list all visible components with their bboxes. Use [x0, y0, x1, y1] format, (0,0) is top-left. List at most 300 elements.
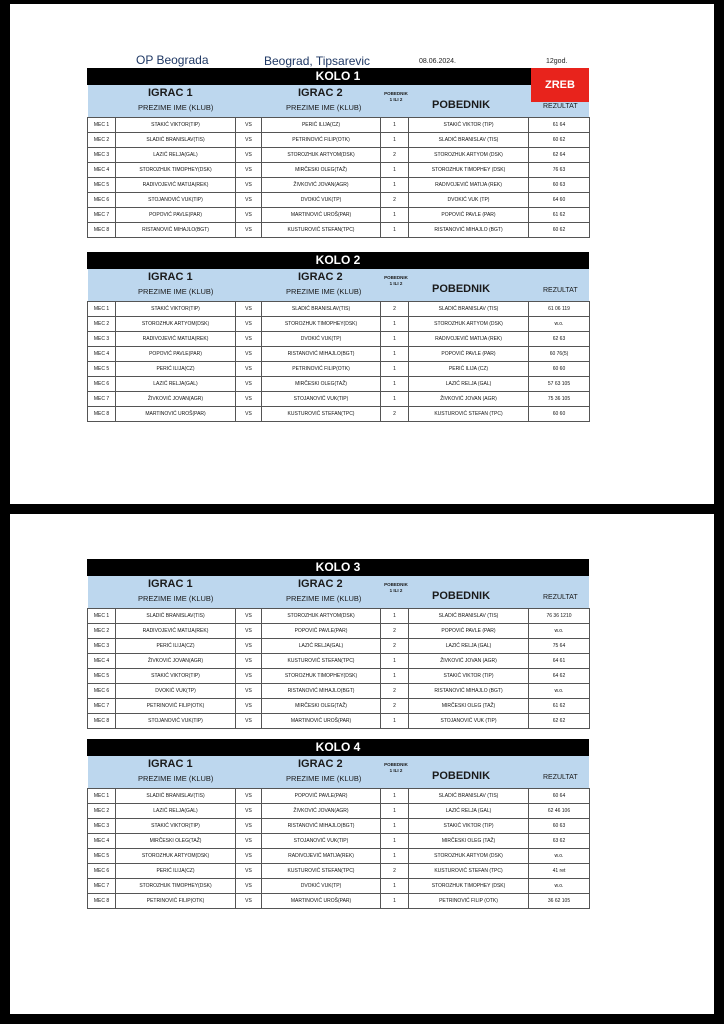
- age-category: 12god.: [546, 58, 568, 65]
- table-header: [87, 85, 589, 117]
- player-1: RISTANOVIĆ MIHAJLO(BGT): [116, 223, 236, 238]
- match-number: MEC 6: [88, 864, 116, 879]
- match-number: MEC 2: [88, 804, 116, 819]
- winner-name: STOROZHUK TIMOPHEY (DSK): [409, 163, 529, 178]
- winner-name: PETRINOVIĆ FILIP (OTK): [409, 894, 529, 909]
- round-3-block: [87, 559, 589, 729]
- sheet-page-1: [10, 4, 714, 504]
- player-2: POPOVIĆ PAVLE(PAR): [262, 789, 381, 804]
- header-prezime-1: PREZIME IME (KLUB): [138, 594, 214, 603]
- match-number: MEC 4: [88, 654, 116, 669]
- player-2: MARTINOVIĆ UROŠ(PAR): [262, 894, 381, 909]
- winner-index: 1: [381, 317, 409, 332]
- header-igrac-1: IGRAC 1: [148, 758, 193, 770]
- match-number: MEC 3: [88, 639, 116, 654]
- vs-label: VS: [236, 849, 262, 864]
- winner-index: 1: [381, 669, 409, 684]
- match-number: MEC 1: [88, 302, 116, 317]
- vs-label: VS: [236, 118, 262, 133]
- winner-index: 1: [381, 789, 409, 804]
- match-score: 41 ret: [529, 864, 590, 879]
- header-pobednik: POBEDNIK: [432, 283, 491, 295]
- round-title: KOLO 1: [315, 69, 361, 83]
- winner-name: STAKIĆ VIKTOR (TIP): [409, 819, 529, 834]
- winner-index: 2: [381, 639, 409, 654]
- player-1: STAKIĆ VIKTOR(TIP): [116, 302, 236, 317]
- player-1: ŽIVKOVIĆ JOVAN(AGR): [116, 654, 236, 669]
- header-prezime-2: PREZIME IME (KLUB): [286, 774, 362, 783]
- match-score: 36 62 105: [529, 894, 590, 909]
- vs-label: VS: [236, 789, 262, 804]
- match-score: 75 64: [529, 639, 590, 654]
- player-2: RISTANOVIĆ MIHAJLO(BGT): [262, 347, 381, 362]
- header-igrac-2: IGRAC 2: [298, 87, 343, 99]
- winner-index: 2: [381, 684, 409, 699]
- tournament-date: 08.06.2024.: [419, 58, 456, 65]
- vs-label: VS: [236, 804, 262, 819]
- match-row: [88, 609, 590, 624]
- match-score: 60 60: [529, 407, 590, 422]
- player-2: KUSTUROVIĆ STEFAN(TPC): [262, 407, 381, 422]
- player-1: POPOVIĆ PAVLE(PAR): [116, 208, 236, 223]
- player-2: STOROZHUK TIMOPHEY(DSK): [262, 317, 381, 332]
- winner-index: 2: [381, 699, 409, 714]
- winner-name: KUSTUROVIĆ STEFAN (TPC): [409, 407, 529, 422]
- player-1: LAZIĆ RELJA(GAL): [116, 148, 236, 163]
- match-number: MEC 3: [88, 819, 116, 834]
- match-row: [88, 133, 590, 148]
- winner-name: MIRČESKI OLEG (TAŽ): [409, 699, 529, 714]
- player-1: LAZIĆ RELJA(GAL): [116, 804, 236, 819]
- match-number: MEC 7: [88, 208, 116, 223]
- header-igrac-1: IGRAC 1: [148, 578, 193, 590]
- round-title-bar: [87, 739, 589, 756]
- match-number: MEC 6: [88, 684, 116, 699]
- winner-index: 1: [381, 804, 409, 819]
- tournament-location: Beograd, Tipsarevic: [264, 54, 371, 68]
- match-row: [88, 362, 590, 377]
- header-prezime-1: PREZIME IME (KLUB): [138, 774, 214, 783]
- winner-index: 1: [381, 834, 409, 849]
- winner-name: POPOVIĆ PAVLE (PAR): [409, 624, 529, 639]
- match-row: [88, 834, 590, 849]
- vs-label: VS: [236, 208, 262, 223]
- vs-label: VS: [236, 639, 262, 654]
- player-1: ŽIVKOVIĆ JOVAN(AGR): [116, 392, 236, 407]
- match-row: [88, 654, 590, 669]
- winner-index: 1: [381, 163, 409, 178]
- header-igrac-2: IGRAC 2: [298, 578, 343, 590]
- match-score: 76 36 1210: [529, 609, 590, 624]
- vs-label: VS: [236, 879, 262, 894]
- player-2: DVOKIĆ VUK(TP): [262, 193, 381, 208]
- round-1-block: [87, 68, 589, 238]
- winner-index: 1: [381, 133, 409, 148]
- player-1: RADIVOJEVIĆ MATIJA(REK): [116, 624, 236, 639]
- header-pobednik-index: POBEDNIK 1 ILI 2: [384, 275, 408, 286]
- match-row: [88, 347, 590, 362]
- header-pobednik-index: POBEDNIK 1 ILI 2: [384, 91, 408, 102]
- round-title-bar: [87, 252, 589, 269]
- player-1: STOJANOVIĆ VUK(TIP): [116, 714, 236, 729]
- match-number: MEC 1: [88, 609, 116, 624]
- player-2: ŽIVKOVIĆ JOVAN(AGR): [262, 178, 381, 193]
- player-2: PETRINOVIĆ FILIP(OTK): [262, 362, 381, 377]
- match-score: 75 36 105: [529, 392, 590, 407]
- winner-name: STOROZHUK TIMOPHEY (DSK): [409, 879, 529, 894]
- player-2: STOJANOVIĆ VUK(TIP): [262, 834, 381, 849]
- match-score: 60 60: [529, 362, 590, 377]
- vs-label: VS: [236, 699, 262, 714]
- match-score: w.o.: [529, 317, 590, 332]
- player-1: RADIVOJEVIĆ MATIJA(REK): [116, 332, 236, 347]
- player-1: STOROZHUK TIMOPHEY(DSK): [116, 879, 236, 894]
- matches-table: [87, 117, 590, 238]
- match-score: w.o.: [529, 684, 590, 699]
- winner-name: STOJANOVIĆ VUK (TIP): [409, 714, 529, 729]
- player-1: SLADIĆ BRANISLAV(TIS): [116, 133, 236, 148]
- match-score: 61 62: [529, 208, 590, 223]
- vs-label: VS: [236, 609, 262, 624]
- header-prezime-1: PREZIME IME (KLUB): [138, 103, 214, 112]
- round-title: KOLO 3: [315, 560, 361, 574]
- match-row: [88, 699, 590, 714]
- match-number: MEC 2: [88, 133, 116, 148]
- match-number: MEC 1: [88, 789, 116, 804]
- player-2: MIRČESKI OLEG(TAŽ): [262, 163, 381, 178]
- winner-name: PERIĆ ILIJA (CZ): [409, 362, 529, 377]
- match-number: MEC 1: [88, 118, 116, 133]
- winner-index: 2: [381, 193, 409, 208]
- match-number: MEC 3: [88, 148, 116, 163]
- match-row: [88, 223, 590, 238]
- vs-label: VS: [236, 714, 262, 729]
- match-row: [88, 208, 590, 223]
- vs-label: VS: [236, 654, 262, 669]
- player-1: PERIĆ ILIJA(CZ): [116, 362, 236, 377]
- vs-label: VS: [236, 624, 262, 639]
- winner-name: SLADIĆ BRANISLAV (TIS): [409, 302, 529, 317]
- player-2: STOJANOVIĆ VUK(TIP): [262, 392, 381, 407]
- match-score: 57 63 105: [529, 377, 590, 392]
- zreb-badge: ZREB: [531, 68, 589, 102]
- match-score: 62 63: [529, 332, 590, 347]
- match-row: [88, 894, 590, 909]
- round-4-block: [87, 739, 589, 909]
- match-number: MEC 7: [88, 879, 116, 894]
- match-row: [88, 849, 590, 864]
- header-pobednik: POBEDNIK: [432, 770, 491, 782]
- header-igrac-1: IGRAC 1: [148, 271, 193, 283]
- winner-index: 1: [381, 392, 409, 407]
- winner-name: RADIVOJEVIĆ MATIJA (REK): [409, 178, 529, 193]
- winner-index: 1: [381, 377, 409, 392]
- header-pobednik: POBEDNIK: [432, 99, 491, 111]
- player-2: MIRČESKI OLEG(TAŽ): [262, 377, 381, 392]
- player-2: LAZIĆ RELJA(GAL): [262, 639, 381, 654]
- winner-name: KUSTUROVIĆ STEFAN (TPC): [409, 864, 529, 879]
- player-2: KUSTUROVIĆ STEFAN(TPC): [262, 223, 381, 238]
- match-number: MEC 2: [88, 624, 116, 639]
- match-row: [88, 684, 590, 699]
- player-2: RADIVOJEVIĆ MATIJA(REK): [262, 849, 381, 864]
- match-score: 60 63: [529, 819, 590, 834]
- player-2: RISTANOVIĆ MIHAJLO(BGT): [262, 684, 381, 699]
- vs-label: VS: [236, 133, 262, 148]
- winner-index: 1: [381, 879, 409, 894]
- match-score: 62 46 106: [529, 804, 590, 819]
- winner-index: 2: [381, 302, 409, 317]
- match-score: 60 63: [529, 178, 590, 193]
- winner-name: LAZIĆ RELJA (GAL): [409, 639, 529, 654]
- match-row: [88, 864, 590, 879]
- header-prezime-1: PREZIME IME (KLUB): [138, 287, 214, 296]
- player-1: STAKIĆ VIKTOR(TIP): [116, 669, 236, 684]
- match-row: [88, 193, 590, 208]
- player-1: STOROZHUK TIMOPHEY(DSK): [116, 163, 236, 178]
- vs-label: VS: [236, 362, 262, 377]
- header-pobednik-index: POBEDNIK 1 ILI 2: [384, 762, 408, 773]
- player-1: STOROZHUK ARTYOM(DSK): [116, 317, 236, 332]
- winner-name: POPOVIĆ PAVLE (PAR): [409, 347, 529, 362]
- winner-index: 1: [381, 118, 409, 133]
- player-1: PETRINOVIĆ FILIP(OTK): [116, 699, 236, 714]
- player-2: MARTINOVIĆ UROŠ(PAR): [262, 208, 381, 223]
- match-score: w.o.: [529, 879, 590, 894]
- matches-table: [87, 608, 590, 729]
- vs-label: VS: [236, 163, 262, 178]
- match-number: MEC 5: [88, 362, 116, 377]
- winner-name: SLADIĆ BRANISLAV (TIS): [409, 133, 529, 148]
- header-prezime-2: PREZIME IME (KLUB): [286, 594, 362, 603]
- winner-name: LAZIĆ RELJA (GAL): [409, 804, 529, 819]
- match-score: 61 64: [529, 118, 590, 133]
- match-number: MEC 5: [88, 849, 116, 864]
- winner-index: 1: [381, 654, 409, 669]
- match-row: [88, 302, 590, 317]
- player-1: MARTINOVIĆ UROŠ(PAR): [116, 407, 236, 422]
- winner-name: STOROZHUK ARTYOM (DSK): [409, 849, 529, 864]
- match-row: [88, 714, 590, 729]
- round-title: KOLO 2: [315, 253, 361, 267]
- player-2: PERIĆ ILIJA(CZ): [262, 118, 381, 133]
- vs-label: VS: [236, 819, 262, 834]
- table-header: [87, 269, 589, 301]
- match-row: [88, 669, 590, 684]
- player-1: PERIĆ ILIJA(CZ): [116, 864, 236, 879]
- match-score: 60 64: [529, 789, 590, 804]
- match-score: 62 64: [529, 148, 590, 163]
- winner-index: 1: [381, 347, 409, 362]
- vs-label: VS: [236, 148, 262, 163]
- round-title-bar: [87, 559, 589, 576]
- match-score: w.o.: [529, 849, 590, 864]
- winner-name: SLADIĆ BRANISLAV (TIS): [409, 609, 529, 624]
- player-1: SLADIĆ BRANISLAV(TIS): [116, 789, 236, 804]
- winner-index: 1: [381, 894, 409, 909]
- match-number: MEC 4: [88, 834, 116, 849]
- player-1: DVOKIĆ VUK(TP): [116, 684, 236, 699]
- vs-label: VS: [236, 407, 262, 422]
- round-title-bar: [87, 68, 589, 91]
- match-number: MEC 4: [88, 347, 116, 362]
- match-row: [88, 789, 590, 804]
- winner-name: RISTANOVIĆ MIHAJLO (BGT): [409, 684, 529, 699]
- header-prezime-2: PREZIME IME (KLUB): [286, 103, 362, 112]
- winner-name: RISTANOVIĆ MIHAJLO (BGT): [409, 223, 529, 238]
- winner-index: 2: [381, 148, 409, 163]
- sheet-page-2: [10, 514, 714, 1014]
- winner-index: 1: [381, 178, 409, 193]
- header-rezultat: REZULTAT: [543, 774, 578, 781]
- match-row: [88, 624, 590, 639]
- table-header: [87, 756, 589, 788]
- winner-index: 1: [381, 849, 409, 864]
- player-2: SLADIĆ BRANISLAV(TIS): [262, 302, 381, 317]
- winner-name: STAKIĆ VIKTOR (TIP): [409, 118, 529, 133]
- match-row: [88, 118, 590, 133]
- player-2: MIRČESKI OLEG(TAŽ): [262, 699, 381, 714]
- player-2: KUSTUROVIĆ STEFAN(TPC): [262, 654, 381, 669]
- player-1: SLADIĆ BRANISLAV(TIS): [116, 609, 236, 624]
- player-1: MIRČESKI OLEG(TAŽ): [116, 834, 236, 849]
- match-row: [88, 178, 590, 193]
- header-pobednik-index: POBEDNIK 1 ILI 2: [384, 582, 408, 593]
- header-pobednik: POBEDNIK: [432, 590, 491, 602]
- player-2: POPOVIĆ PAVLE(PAR): [262, 624, 381, 639]
- winner-name: ŽIVKOVIĆ JOVAN (AGR): [409, 654, 529, 669]
- match-number: MEC 6: [88, 377, 116, 392]
- winner-index: 1: [381, 332, 409, 347]
- vs-label: VS: [236, 684, 262, 699]
- player-1: RADIVOJEVIĆ MATIJA(REK): [116, 178, 236, 193]
- match-number: MEC 8: [88, 407, 116, 422]
- match-score: 64 62: [529, 669, 590, 684]
- player-1: STAKIĆ VIKTOR(TIP): [116, 118, 236, 133]
- match-row: [88, 163, 590, 178]
- match-row: [88, 148, 590, 163]
- header-prezime-2: PREZIME IME (KLUB): [286, 287, 362, 296]
- player-2: STOROZHUK TIMOPHEY(DSK): [262, 669, 381, 684]
- player-2: PETRINOVIĆ FILIP(OTK): [262, 133, 381, 148]
- vs-label: VS: [236, 223, 262, 238]
- vs-label: VS: [236, 392, 262, 407]
- match-score: w.o.: [529, 624, 590, 639]
- winner-index: 1: [381, 819, 409, 834]
- match-row: [88, 377, 590, 392]
- match-score: 63 62: [529, 834, 590, 849]
- player-1: STOJANOVIĆ VUK(TIP): [116, 193, 236, 208]
- match-row: [88, 879, 590, 894]
- player-2: STOROZHUK ARTYOM(DSK): [262, 148, 381, 163]
- match-number: MEC 7: [88, 392, 116, 407]
- vs-label: VS: [236, 377, 262, 392]
- match-number: MEC 4: [88, 163, 116, 178]
- player-2: STOROZHUK ARTYOM(DSK): [262, 609, 381, 624]
- vs-label: VS: [236, 178, 262, 193]
- match-row: [88, 804, 590, 819]
- winner-name: LAZIĆ RELJA (GAL): [409, 377, 529, 392]
- winner-name: DVOKIĆ VUK (TP): [409, 193, 529, 208]
- winner-index: 1: [381, 362, 409, 377]
- match-score: 76 63: [529, 163, 590, 178]
- match-score: 60 76(5): [529, 347, 590, 362]
- match-score: 61 06 119: [529, 302, 590, 317]
- winner-index: 2: [381, 864, 409, 879]
- vs-label: VS: [236, 317, 262, 332]
- match-number: MEC 3: [88, 332, 116, 347]
- matches-table: [87, 788, 590, 909]
- match-number: MEC 5: [88, 669, 116, 684]
- winner-name: POPOVIĆ PAVLE (PAR): [409, 208, 529, 223]
- vs-label: VS: [236, 669, 262, 684]
- winner-index: 2: [381, 407, 409, 422]
- header-rezultat: REZULTAT: [543, 103, 578, 110]
- header-rezultat: REZULTAT: [543, 287, 578, 294]
- header-rezultat: REZULTAT: [543, 594, 578, 601]
- player-2: ŽIVKOVIĆ JOVAN(AGR): [262, 804, 381, 819]
- match-score: 64 61: [529, 654, 590, 669]
- winner-name: SLADIĆ BRANISLAV (TIS): [409, 789, 529, 804]
- player-1: STAKIĆ VIKTOR(TIP): [116, 819, 236, 834]
- player-1: LAZIĆ RELJA(GAL): [116, 377, 236, 392]
- winner-name: STAKIĆ VIKTOR (TIP): [409, 669, 529, 684]
- match-row: [88, 819, 590, 834]
- match-number: MEC 8: [88, 714, 116, 729]
- match-row: [88, 639, 590, 654]
- match-score: 61 62: [529, 699, 590, 714]
- vs-label: VS: [236, 193, 262, 208]
- match-score: 60 62: [529, 133, 590, 148]
- vs-label: VS: [236, 302, 262, 317]
- header-igrac-2: IGRAC 2: [298, 271, 343, 283]
- tournament-title: OP Beograda: [136, 53, 209, 67]
- winner-index: 1: [381, 609, 409, 624]
- matches-table: [87, 301, 590, 422]
- vs-label: VS: [236, 894, 262, 909]
- player-1: PETRINOVIĆ FILIP(OTK): [116, 894, 236, 909]
- winner-name: RADIVOJEVIĆ MATIJA (REK): [409, 332, 529, 347]
- player-2: RISTANOVIĆ MIHAJLO(BGT): [262, 819, 381, 834]
- match-row: [88, 317, 590, 332]
- match-number: MEC 5: [88, 178, 116, 193]
- round-2-block: [87, 252, 589, 422]
- match-number: MEC 2: [88, 317, 116, 332]
- header-igrac-1: IGRAC 1: [148, 87, 193, 99]
- winner-index: 2: [381, 624, 409, 639]
- winner-name: MIRČESKI OLEG (TAŽ): [409, 834, 529, 849]
- match-score: 62 62: [529, 714, 590, 729]
- vs-label: VS: [236, 332, 262, 347]
- player-1: STOROZHUK ARTYOM(DSK): [116, 849, 236, 864]
- match-number: MEC 8: [88, 894, 116, 909]
- player-2: DVOKIĆ VUK(TP): [262, 332, 381, 347]
- vs-label: VS: [236, 864, 262, 879]
- round-title: KOLO 4: [315, 740, 361, 754]
- vs-label: VS: [236, 347, 262, 362]
- match-row: [88, 392, 590, 407]
- match-row: [88, 407, 590, 422]
- player-2: MARTINOVIĆ UROŠ(PAR): [262, 714, 381, 729]
- winner-name: STOROZHUK ARTYOM (DSK): [409, 148, 529, 163]
- winner-name: ŽIVKOVIĆ JOVAN (AGR): [409, 392, 529, 407]
- match-row: [88, 332, 590, 347]
- match-score: 60 62: [529, 223, 590, 238]
- match-number: MEC 6: [88, 193, 116, 208]
- winner-index: 1: [381, 714, 409, 729]
- player-1: PERIĆ ILIJA(CZ): [116, 639, 236, 654]
- player-1: POPOVIĆ PAVLE(PAR): [116, 347, 236, 362]
